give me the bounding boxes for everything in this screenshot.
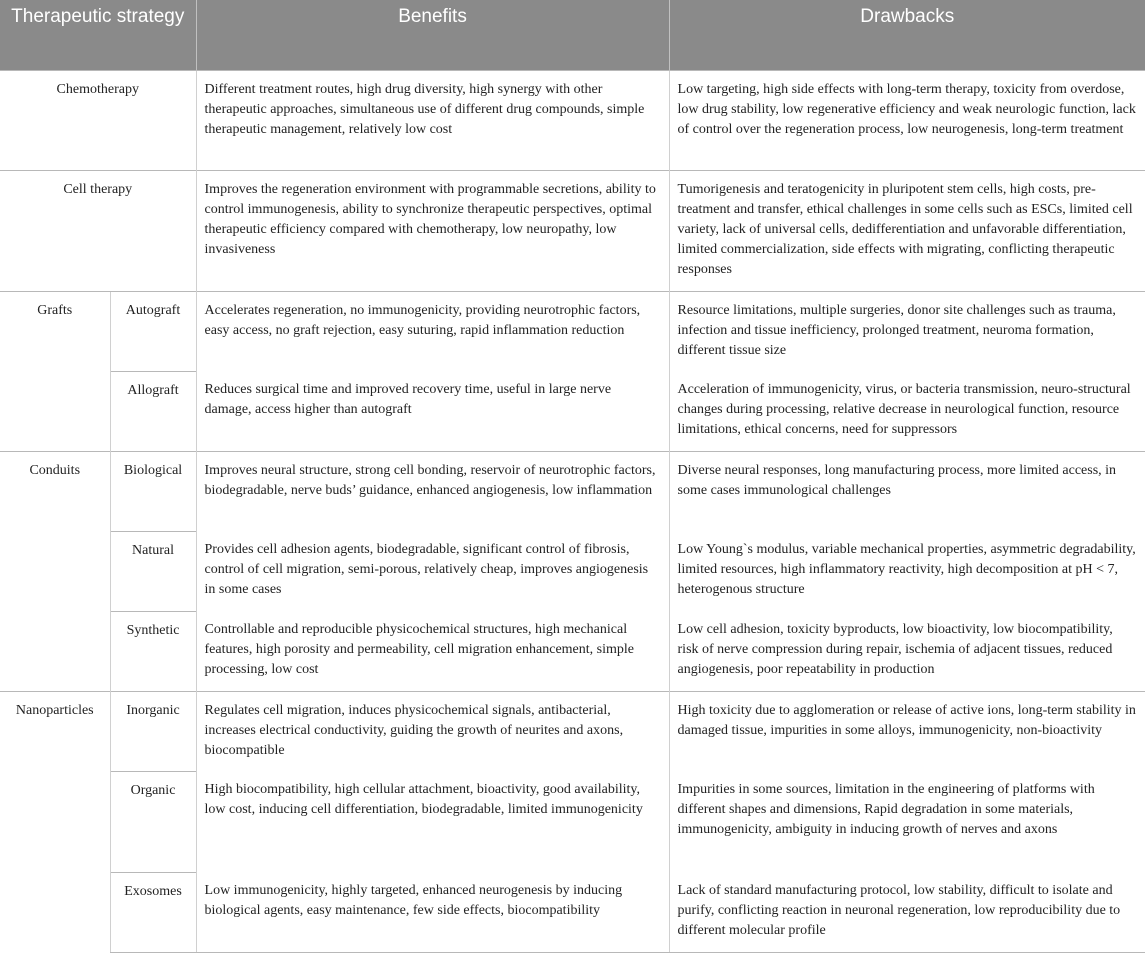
drawbacks-cell: Low targeting, high side effects with long-term therapy, toxicity from overdose, low drug stability, low regenerative efficiency and weak neurologic function, lack of control over the regeneration process, low neurogenesis, long-term treatment (669, 70, 1145, 170)
header-benefits: Benefits (196, 0, 669, 70)
table-row (0, 611, 1145, 691)
table-header-row (0, 0, 1145, 70)
strategy-cell: Chemotherapy (0, 70, 196, 170)
drawbacks-cell: Diverse neural responses, long manufacturing process, more limited access, in some cases immunological challenges (669, 451, 1145, 531)
benefits-cell: High biocompatibility, high cellular attachment, bioactivity, good availability, low cost, inducing cell differentiation, biodegradable, limited immunogenicity (196, 771, 669, 872)
table-row (0, 872, 1145, 952)
table-row (0, 451, 1145, 531)
drawbacks-cell: Low cell adhesion, toxicity byproducts, low bioactivity, low biocompatibility, risk of nerve compression during repair, ischemia of adjacent tissues, reduced angiogenesis, poor repeatability in production (669, 611, 1145, 691)
table-row (0, 771, 1145, 872)
drawbacks-cell: Resource limitations, multiple surgeries, donor site challenges such as trauma, infection and tissue inefficiency, prolonged treatment, neuroma formation, different tissue size (669, 291, 1145, 371)
benefits-cell: Improves the regeneration environment with programmable secretions, ability to control immunogenesis, ability to synchronize therapeutic perspectives, optimal therapeutic efficiency compared with chemotherapy, low neuropathy, low invasiveness (196, 170, 669, 291)
benefits-cell: Accelerates regeneration, no immunogenicity, providing neurotrophic factors, easy access, no graft rejection, easy suturing, rapid inflammation reduction (196, 291, 669, 371)
strategy-cell: Cell therapy (0, 170, 196, 291)
drawbacks-cell: Lack of standard manufacturing protocol, low stability, difficult to isolate and purify, conflicting reaction in neuronal regeneration, low reproducibility due to different molecular profile (669, 872, 1145, 952)
table-row (0, 531, 1145, 611)
benefits-cell: Regulates cell migration, induces physicochemical signals, antibacterial, increases electrical conductivity, guiding the growth of neurites and axons, biocompatible (196, 691, 669, 771)
drawbacks-cell: Low Young`s modulus, variable mechanical properties, asymmetric degradability, limited resources, high inflammatory reactivity, high decomposition at pH < 7, heterogenous structure (669, 531, 1145, 611)
table-row (0, 70, 1145, 170)
benefits-cell: Improves neural structure, strong cell bonding, reservoir of neurotrophic factors, biodegradable, nerve buds’ guidance, enhanced angiogenesis, low inflammation (196, 451, 669, 531)
drawbacks-cell: High toxicity due to agglomeration or release of active ions, long-term stability in damaged tissue, impurities in some alloys, immunogenicity, non-bioactivity (669, 691, 1145, 771)
benefits-cell: Reduces surgical time and improved recovery time, useful in large nerve damage, access higher than autograft (196, 371, 669, 451)
benefits-cell: Controllable and reproducible physicochemical structures, high mechanical features, high porosity and permeability, cell migration enhancement, simple processing, low cost (196, 611, 669, 691)
table-row (0, 170, 1145, 291)
strategy-group-cell: Grafts (0, 291, 110, 451)
substrategy-cell: Natural (110, 531, 196, 611)
substrategy-cell: Inorganic (110, 691, 196, 771)
substrategy-cell: Autograft (110, 291, 196, 371)
substrategy-cell: Synthetic (110, 611, 196, 691)
table-row (0, 371, 1145, 451)
substrategy-cell: Biological (110, 451, 196, 531)
strategy-group-cell: Nanoparticles (0, 691, 110, 952)
table-row (0, 291, 1145, 371)
benefits-cell: Provides cell adhesion agents, biodegradable, significant control of fibrosis, control of cell migration, semi-porous, relatively cheap, improves angiogenesis in some cases (196, 531, 669, 611)
table-row (0, 691, 1145, 771)
substrategy-cell: Organic (110, 771, 196, 872)
substrategy-cell: Allograft (110, 371, 196, 451)
substrategy-cell: Exosomes (110, 872, 196, 952)
drawbacks-cell: Tumorigenesis and teratogenicity in pluripotent stem cells, high costs, pre-treatment and transfer, ethical challenges in some cells such as ESCs, limited cell variety, lack of universal cells, dedifferentiation and unfavorable differentiation, limited commercialization, side effects with migrating, conflicting therapeutic responses (669, 170, 1145, 291)
drawbacks-cell: Impurities in some sources, limitation in the engineering of platforms with different shapes and dimensions, Rapid degradation in some materials, immunogenicity, ambiguity in inducing growth of nerves and axons (669, 771, 1145, 872)
header-therapeutic-strategy: Therapeutic strategy (0, 0, 196, 70)
strategy-group-cell: Conduits (0, 451, 110, 691)
benefits-cell: Different treatment routes, high drug diversity, high synergy with other therapeutic approaches, simultaneous use of different drug compounds, simple therapeutic management, relatively low cost (196, 70, 669, 170)
header-drawbacks: Drawbacks (669, 0, 1145, 70)
benefits-cell: Low immunogenicity, highly targeted, enhanced neurogenesis by inducing biological agents, easy maintenance, few side effects, biocompatibility (196, 872, 669, 952)
drawbacks-cell: Acceleration of immunogenicity, virus, or bacteria transmission, neuro-structural changes during processing, relative decrease in neurological function, resource limitations, ethical concerns, need for suppressors (669, 371, 1145, 451)
